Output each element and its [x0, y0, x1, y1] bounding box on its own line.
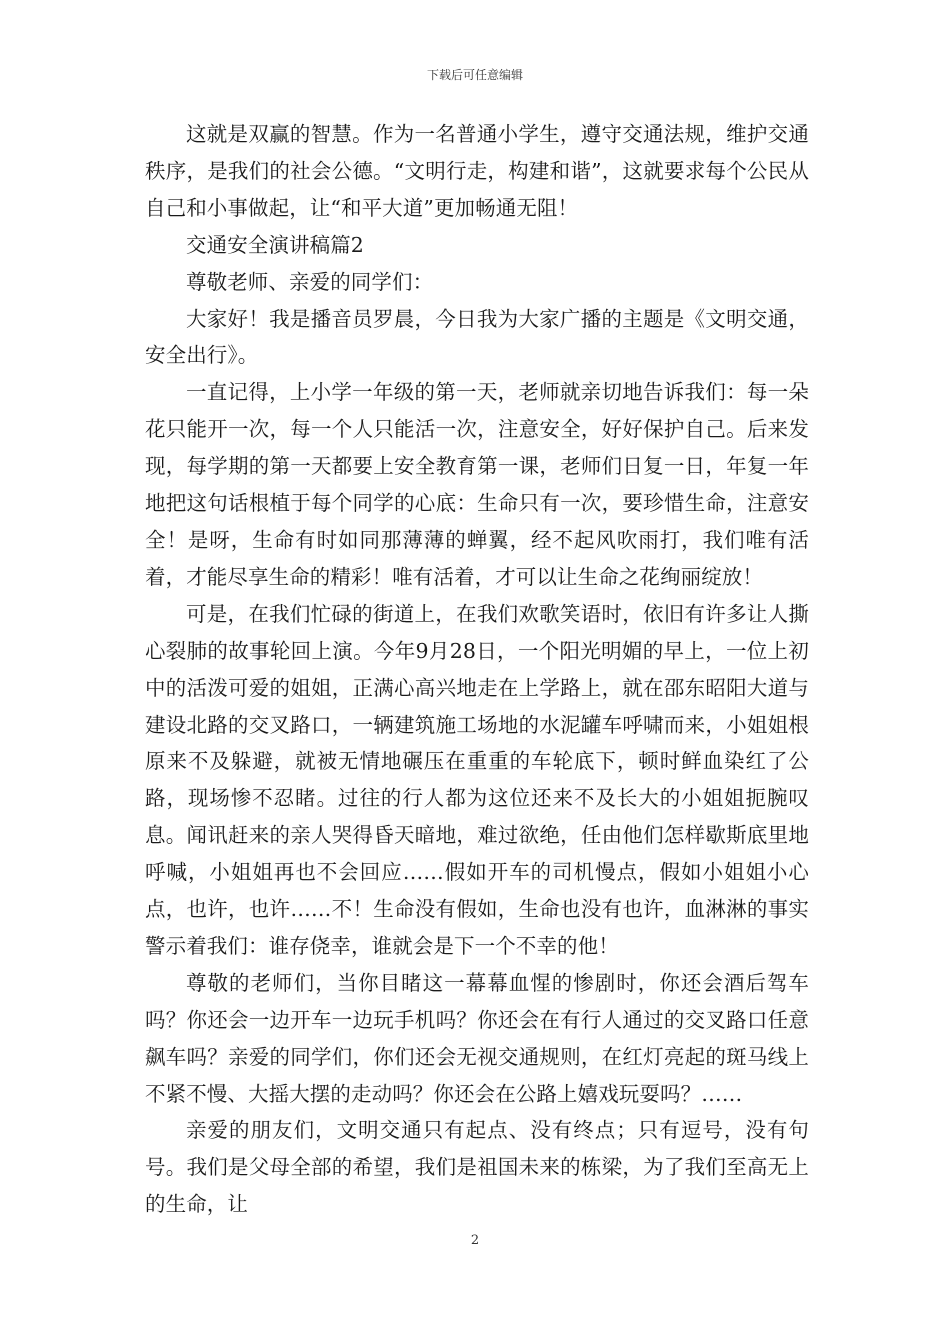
paragraph: 一直记得，上小学一年级的第一天，老师就亲切地告诉我们：每一朵花只能开一次，每一个人只能活一次，注意安全，好好保护自己。后来发现，每学期的第一天都要上安全教育第一课，老师们日复一日，年复一年地把这句话根植于每个同学的心底：生命只有一次，要珍惜生命，注意安全！是呀，生命有时如同那薄薄的蝉翼，经不起风吹雨打，我们唯有活着，才能尽享生命的精彩！唯有活着，才可以让生命之花绚丽绽放！ — [145, 380, 809, 589]
document-body — [145, 116, 809, 1223]
paragraph: 这就是双赢的智慧。作为一名普通小学生，遵守交通法规，维护交通秩序，是我们的社会公德。“文明行走，构建和谐”，这就要求每个公民从自己和小事做起，让“和平大道”更加畅通无阻！ — [145, 122, 809, 220]
paragraph: 尊敬的老师们，当你目睹这一幕幕血惺的惨剧时，你还会酒后驾车吗？你还会一边开车一边玩手机吗？你还会在有行人通过的交叉路口任意飙车吗？亲爱的同学们，你们还会无视交通规则，在红灯亮起的斑马线上不紧不慢、大摇大摆的走动吗？你还会在公路上嬉戏玩耍吗？…… — [145, 970, 809, 1106]
page-header: 下载后可任意编辑 — [426, 68, 523, 82]
paragraph: 可是，在我们忙碌的街道上，在我们欢歌笑语时，依旧有许多让人撕心裂肺的故事轮回上演。今年9月28日，一个阳光明媚的早上，一位上初中的活泼可爱的姐姐，正满心高兴地走在上学路上，就在邵东昭阳大道与建设北路的交叉路口，一辆建筑施工场地的水泥罐车呼啸而来，小姐姐根原来不及躲避，就被无情地碾压在重重的车轮底下，顿时鲜血染红了公路，现场惨不忍睹。过往的行人都为这位还来不及长大的小姐姐扼腕叹息。闻讯赶来的亲人哭得昏天暗地，难过欲绝，任由他们怎样歇斯底里地呼喊，小姐姐再也不会回应……假如开车的司机慢点，假如小姐姐小心点，也许，也许……不！生命没有假如，生命也没有也许，血淋淋的事实警示着我们：谁存侥幸，谁就会是下一个不幸的他！ — [145, 601, 809, 958]
paragraph: 大家好！我是播音员罗晨，今日我为大家广播的主题是《文明交通，安全出行》。 — [145, 306, 809, 368]
salutation: 尊敬老师、亲爱的同学们： — [186, 269, 434, 294]
page-number: 2 — [470, 1233, 480, 1248]
paragraph: 亲爱的朋友们，文明交通只有起点、没有终点；只有逗号，没有句号。我们是父母全部的希望，我们是祖国未来的栋梁，为了我们至高无上的生命，让 — [145, 1118, 809, 1217]
section-title: 交通安全演讲稿篇2 — [186, 232, 364, 257]
